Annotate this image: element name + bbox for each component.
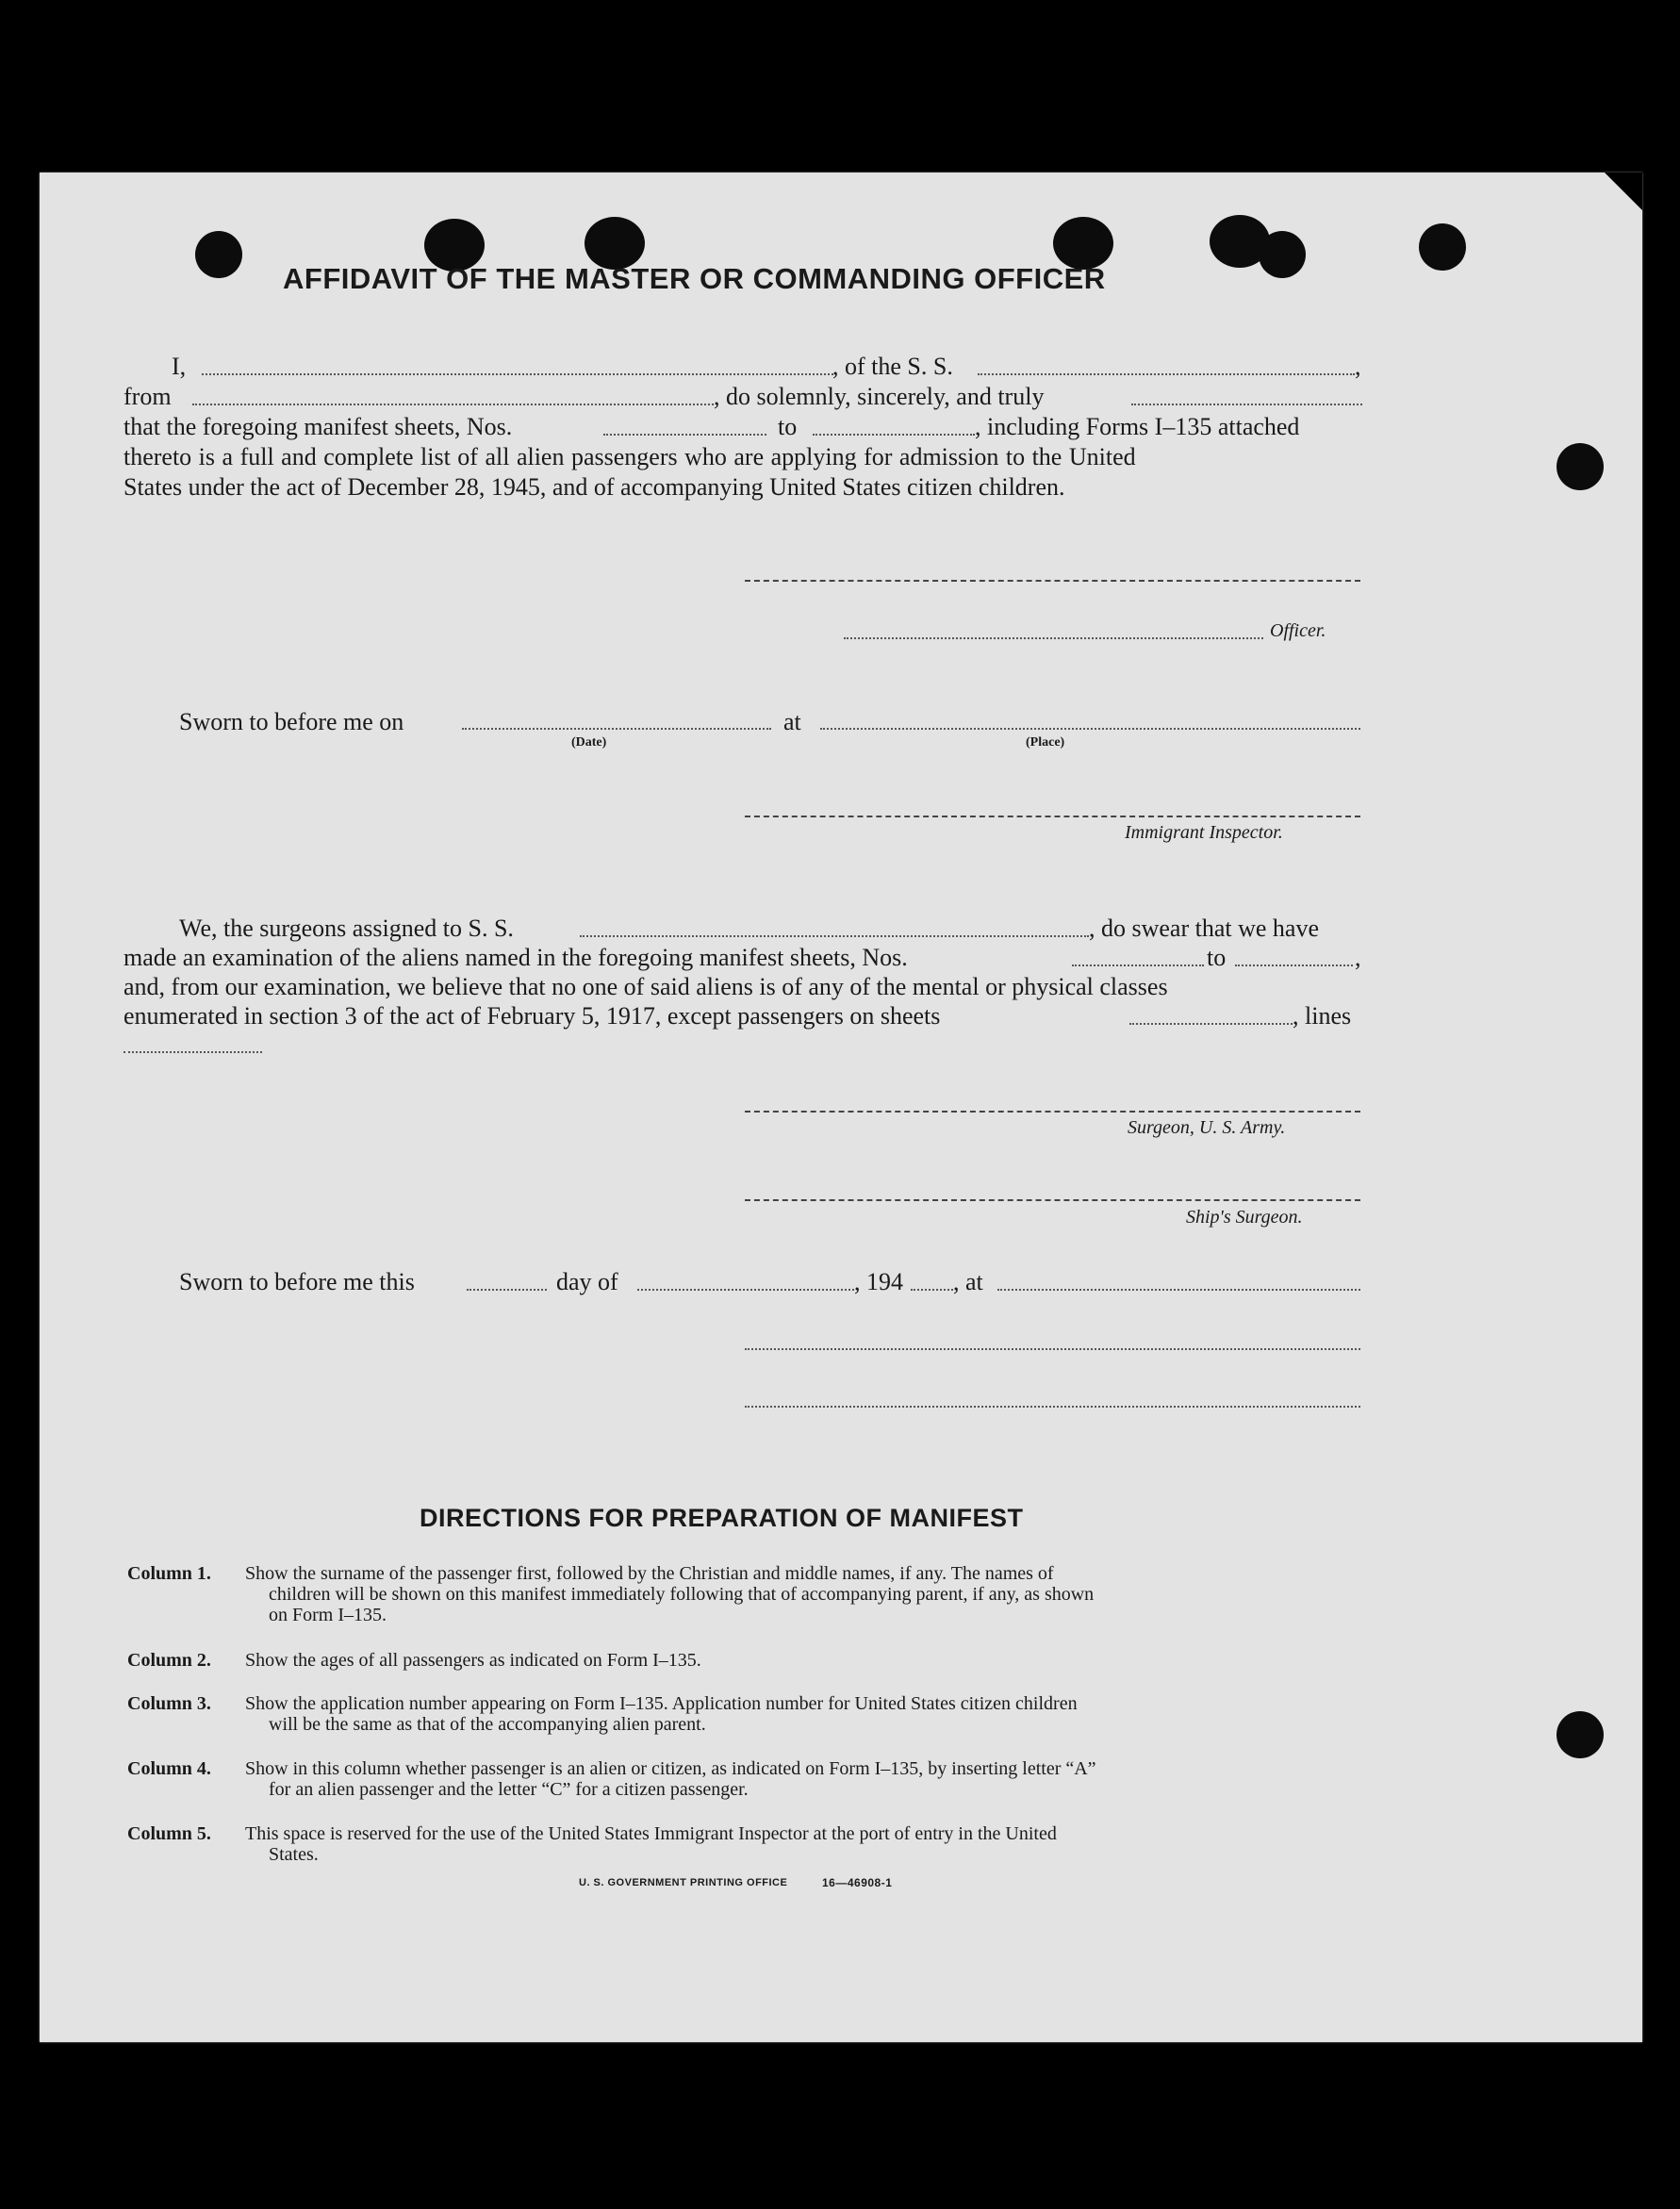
surgeon-sheet-from-blank[interactable] — [1072, 964, 1204, 966]
affidavit-text: thereto is a full and complete list of all alien passengers who are applying for admission to the United — [124, 443, 1136, 470]
surgeons-text: made an examination of the aliens named in the foregoing manifest sheets, Nos. — [124, 944, 908, 971]
surgeons-text: We, the surgeons assigned to S. S. — [179, 915, 514, 942]
affidavit-text: , of the S. S. — [832, 353, 953, 380]
ship-surgeon-signature-line[interactable] — [745, 1199, 1360, 1201]
form-code: 16—46908-1 — [822, 1876, 893, 1889]
affidavit-text: that the foregoing manifest sheets, Nos. — [124, 413, 513, 440]
direction-label: Column 3. — [127, 1693, 211, 1714]
direction-text: Show the application number appearing on Form I–135. Application number for United States citizen children — [245, 1693, 1078, 1714]
surgeons-sworn-text: Sworn to before me this — [179, 1268, 415, 1295]
direction-text: Show the surname of the passenger first, followed by the Christian and middle names, if any. The names of — [245, 1563, 1054, 1584]
sworn-text: Sworn to before me on — [179, 708, 404, 735]
sworn-text: at — [783, 708, 801, 735]
affidavit-title: AFFIDAVIT OF THE MASTER OR COMMANDING OFFICER — [283, 262, 1106, 295]
direction-text: on Form I–135. — [269, 1605, 387, 1625]
direction-label: Column 5. — [127, 1823, 211, 1844]
direction-label: Column 4. — [127, 1758, 211, 1779]
inspector-caption: Immigrant Inspector. — [1125, 822, 1283, 843]
army-surgeon-caption: Surgeon, U. S. Army. — [1128, 1117, 1286, 1138]
surgeons-text: , — [1355, 944, 1361, 971]
signature-line[interactable] — [745, 1406, 1360, 1408]
place-blank[interactable] — [820, 728, 1360, 730]
direction-text: Show in this column whether passenger is an alien or citizen, as indicated on Form I–135, by inserting letter “A” — [245, 1758, 1096, 1779]
from-blank[interactable] — [192, 404, 714, 405]
surgeons-sworn-text: , 194 — [854, 1268, 903, 1295]
surgeons-text: , lines — [1293, 1002, 1352, 1030]
surgeons-sworn-text: , at — [953, 1268, 983, 1295]
affidavit-text: I, — [172, 353, 187, 380]
surgeons-text: , do swear that we have — [1089, 915, 1320, 942]
affidavit-text: , — [1355, 353, 1361, 380]
affidavit-text: , do solemnly, sincerely, and truly — [714, 383, 1045, 410]
oath-blank[interactable] — [1131, 404, 1362, 405]
punch-hole — [195, 231, 242, 278]
direction-text: children will be shown on this manifest immediately following that of accompanying parent, if any, as shown — [269, 1584, 1095, 1605]
place-caption: (Place) — [1026, 735, 1065, 750]
date-blank[interactable] — [462, 728, 771, 730]
printer-imprint: U. S. GOVERNMENT PRINTING OFFICE — [579, 1877, 788, 1888]
punch-hole — [1259, 231, 1306, 278]
direction-label: Column 2. — [127, 1650, 211, 1671]
inspector-signature-line[interactable] — [745, 816, 1360, 817]
punch-hole — [1556, 1711, 1604, 1758]
officer-signature-line[interactable] — [844, 637, 1263, 639]
direction-label: Column 1. — [127, 1563, 211, 1584]
army-surgeon-signature-line[interactable] — [745, 1111, 1360, 1113]
surgeon-sheet-to-blank[interactable] — [1235, 964, 1353, 966]
direction-text: This space is reserved for the use of the United States Immigrant Inspector at the port of entry in the United — [245, 1823, 1057, 1844]
sheet-to-blank[interactable] — [813, 434, 975, 436]
surgeon-ship-blank[interactable] — [580, 935, 1089, 937]
direction-text: States. — [269, 1844, 319, 1865]
direction-text: will be the same as that of the accompanying alien parent. — [269, 1714, 706, 1735]
signature-line[interactable] — [745, 580, 1360, 582]
signature-line[interactable] — [745, 1348, 1360, 1350]
surgeons-text: to — [1207, 944, 1227, 971]
punch-hole — [1419, 223, 1466, 271]
sworn-year-blank[interactable] — [911, 1289, 953, 1291]
affidavit-text: States under the act of December 28, 1945, and of accompanying United States citizen children. — [124, 473, 1065, 501]
ship-name-blank[interactable] — [978, 373, 1355, 375]
affidavit-text: , including Forms I–135 attached — [975, 413, 1300, 440]
direction-text: for an alien passenger and the letter “C” for a citizen passenger. — [269, 1779, 749, 1800]
officer-caption: Officer. — [1270, 620, 1326, 641]
page-corner — [1605, 173, 1642, 210]
sworn-place-blank[interactable] — [997, 1289, 1360, 1291]
except-lines-blank[interactable] — [124, 1051, 262, 1053]
surgeons-sworn-text: day of — [556, 1268, 618, 1295]
directions-title: DIRECTIONS FOR PREPARATION OF MANIFEST — [420, 1504, 1024, 1532]
sworn-day-blank[interactable] — [467, 1289, 547, 1291]
punch-hole — [1556, 443, 1604, 490]
date-caption: (Date) — [571, 735, 607, 750]
sworn-month-blank[interactable] — [637, 1289, 854, 1291]
ship-surgeon-caption: Ship's Surgeon. — [1186, 1207, 1303, 1228]
surgeons-text: enumerated in section 3 of the act of February 5, 1917, except passengers on sheets — [124, 1002, 941, 1030]
direction-text: Show the ages of all passengers as indicated on Form I–135. — [245, 1650, 701, 1671]
affidavit-text: from — [124, 383, 172, 410]
affidavit-text: to — [778, 413, 798, 440]
surgeons-text: and, from our examination, we believe that no one of said aliens is of any of the mental or physical classes — [124, 973, 1168, 1000]
except-sheets-blank[interactable] — [1129, 1023, 1293, 1025]
name-blank[interactable] — [202, 373, 833, 375]
sheet-from-blank[interactable] — [603, 434, 766, 436]
